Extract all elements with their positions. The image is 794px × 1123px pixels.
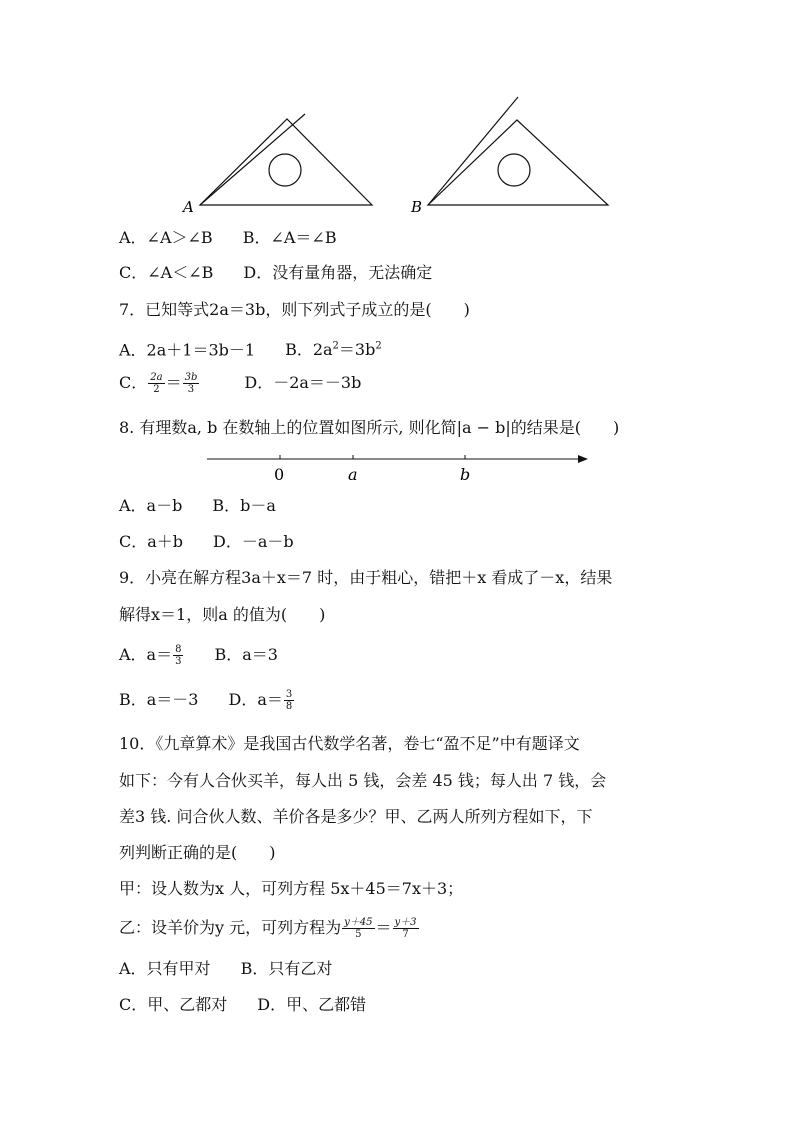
triangle-ruler-figure <box>0 0 794 230</box>
q10-stem-line4: 列判断正确的是( ) <box>119 843 276 862</box>
q10-options-row1 <box>119 958 332 980</box>
figure-label-b: B <box>411 198 423 216</box>
q9-option-a: A．a＝ $\frac{8}{3}$ <box>119 644 182 667</box>
q10-stem-line3: 差3 钱. 问合伙人数、羊价各是多少？甲、乙两人所列方程如下，下 <box>119 807 593 826</box>
figure-b <box>428 97 608 205</box>
q7-option-c: C． $\frac{2a}{2}$ ＝ $\frac{3b}{3}$ <box>119 372 198 395</box>
q6-option-c: C．∠A＜∠B <box>119 263 214 282</box>
tick-label-b: b <box>460 465 471 484</box>
q9-option-c: B．a＝－3 <box>119 690 199 709</box>
q6-options-row2 <box>119 262 432 284</box>
q7-stem: 7．已知等式2a＝3b，则下列式子成立的是( ) <box>119 300 470 319</box>
triangle-a <box>200 119 372 205</box>
q10-option-b: B．只有乙对 <box>240 959 333 978</box>
number-line <box>0 445 794 490</box>
q10-stem-line1: 10．《九章算术》是我国古代数学名著，卷七“盈不足”中有题译文 <box>119 734 580 753</box>
q9-options-row2 <box>119 689 295 712</box>
q10-jia-equation: 甲：设人数为x 人，可列方程 5x＋45＝7x＋3； <box>119 879 464 898</box>
q10-yi-equation: 乙：设羊价为y 元，可列方程为 $\frac{y+45}{5}$ ＝ $\frac{y+3}{7}$ <box>119 917 417 940</box>
q6-option-b: B．∠A＝∠B <box>242 228 337 247</box>
tick-label-zero: 0 <box>274 465 285 484</box>
q8-options-row1 <box>119 495 276 517</box>
q8-option-c: C．a＋b <box>119 532 184 551</box>
q8-options-row2 <box>119 531 294 553</box>
q6-option-a: A．∠A＞∠B <box>119 228 213 247</box>
q10-options-row2 <box>119 994 366 1016</box>
q7-options-row1 <box>119 336 382 361</box>
q6-option-d: D．没有量角器，无法确定 <box>243 263 433 282</box>
number-line-arrow <box>578 455 588 463</box>
q10-option-c: C．甲、乙都对 <box>119 995 228 1014</box>
q7-option-d: D．－2a＝－3b <box>244 373 362 392</box>
q10-option-d: D．甲、乙都错 <box>257 995 367 1014</box>
angle-ray-a <box>200 114 305 205</box>
q8-option-a: A．a－b <box>119 496 183 515</box>
q8-stem: 8. 有理数a, b 在数轴上的位置如图所示, 则化简|a − b|的结果是( ) <box>119 418 620 437</box>
tick-label-a: a <box>348 465 358 484</box>
q7-options-row2 <box>119 372 361 395</box>
q9-stem-line1: 9．小亮在解方程3a＋x＝7 时，由于粗心，错把＋x 看成了－x，结果 <box>119 568 613 587</box>
q8-option-d: D．－a－b <box>213 532 294 551</box>
triangle-b <box>428 120 608 205</box>
figure-a <box>200 114 372 205</box>
ruler-hole-a <box>269 154 301 186</box>
q7-option-a: A．2a＋1＝3b－1 <box>119 340 256 360</box>
q6-options-row1 <box>119 227 337 249</box>
q8-option-b: B．b－a <box>212 496 276 515</box>
angle-ray-b <box>428 97 518 205</box>
q9-stem-line2: 解得x＝1，则a 的值为( ) <box>119 605 326 624</box>
q7-option-b: B．$2a^2=3b^2$ <box>285 340 382 360</box>
q10-stem-line2: 如下：今有人合伙买羊，每人出 5 钱，会差 45 钱；每人出 7 钱，会 <box>119 771 607 790</box>
q9-option-b: B．a＝3 <box>214 645 278 664</box>
q9-options-row1 <box>119 644 278 667</box>
q10-option-a: A．只有甲对 <box>119 959 211 978</box>
q9-option-d: D．a＝ $\frac{3}{8}$ <box>228 689 293 712</box>
ruler-hole-b <box>498 154 530 186</box>
figure-label-a: A <box>183 198 194 216</box>
